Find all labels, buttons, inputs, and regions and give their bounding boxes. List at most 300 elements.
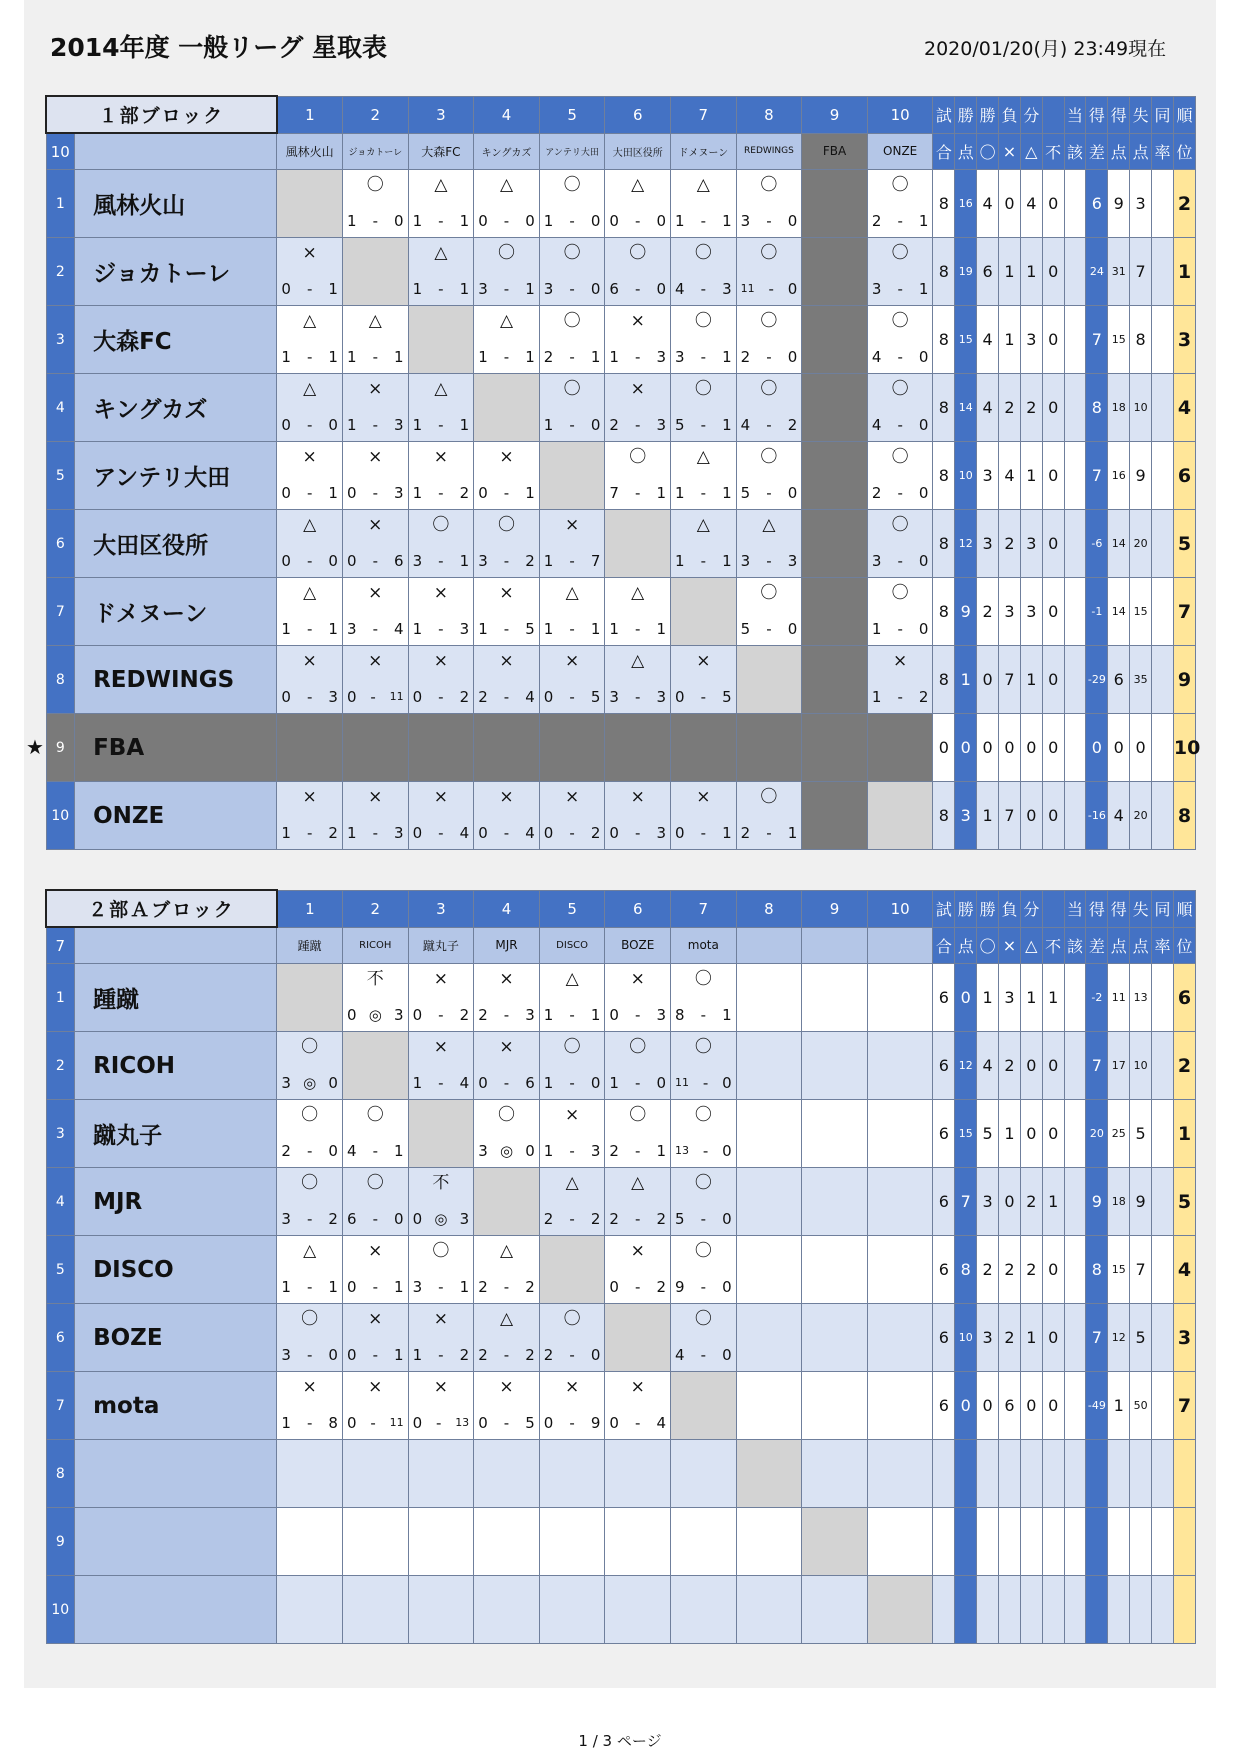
score-for: 0: [412, 1210, 423, 1228]
empty-match-cell: [605, 1508, 671, 1576]
team-stat: [1064, 1168, 1086, 1236]
score-for: 3: [281, 1346, 291, 1364]
stat-header-bottom: 位: [1173, 133, 1195, 170]
score-separator: -: [503, 824, 510, 842]
team-stat: 8: [933, 578, 955, 646]
match-result-cell: [671, 306, 737, 374]
match-result-cell: [408, 1032, 474, 1100]
match-score: [868, 620, 933, 638]
match-result-cell: [474, 964, 540, 1032]
stat-header-bottom: 差: [1086, 927, 1108, 964]
score-separator: -: [503, 688, 510, 706]
result-symbol: 〇: [563, 243, 581, 263]
team-stat: 9: [1086, 1168, 1108, 1236]
match-score: [671, 552, 736, 570]
result-symbol: △: [434, 243, 448, 263]
column-number: 8: [736, 890, 802, 927]
match-result-cell: [539, 374, 605, 442]
result-symbol: 不: [366, 969, 384, 989]
match-result-cell: [342, 306, 408, 374]
match-score: [671, 1346, 736, 1364]
score-for: 4: [871, 416, 882, 434]
match-result-cell: [277, 1168, 343, 1236]
self-match-cell: [408, 306, 474, 374]
score-against: 0: [656, 280, 667, 298]
opponent-short-name: 風林火山: [277, 133, 343, 170]
header-row-numbers: [46, 96, 1196, 133]
team-stat: 6: [933, 964, 955, 1032]
match-result-cell: [605, 1236, 671, 1304]
score-against: 4: [656, 1414, 667, 1432]
team-number: 9: [46, 1508, 75, 1576]
score-for: 1: [281, 620, 291, 638]
match-result-cell: [277, 1032, 343, 1100]
self-match-cell: [736, 1440, 802, 1508]
team-stat: [1152, 578, 1174, 646]
team-stat: 2: [999, 374, 1021, 442]
team-stat: [933, 1508, 955, 1576]
team-stat: [1064, 510, 1086, 578]
team-stat: 31: [1108, 238, 1130, 306]
team-row: [46, 170, 1196, 238]
team-stat: 20: [1086, 1100, 1108, 1168]
opponent-short-name: [736, 927, 802, 964]
match-result-cell: [605, 1168, 671, 1236]
match-score: [737, 280, 802, 298]
score-for: 3: [281, 1074, 291, 1092]
match-score: [540, 1006, 605, 1024]
team-stat: [1064, 170, 1086, 238]
team-stat: 2: [999, 1304, 1021, 1372]
result-symbol: 〇: [366, 175, 384, 195]
stat-header-bottom: 合: [933, 927, 955, 964]
result-symbol: △: [762, 515, 776, 535]
team-stat: [1152, 646, 1174, 714]
stat-header-bottom: 位: [1173, 927, 1195, 964]
result-symbol: △: [303, 379, 317, 399]
score-separator: -: [635, 212, 641, 230]
team-stat: 2: [999, 1032, 1021, 1100]
match-score: [343, 552, 408, 570]
score-separator: -: [700, 484, 707, 502]
score-against: 3: [394, 416, 404, 434]
match-score: [868, 348, 933, 366]
score-for: 1: [609, 348, 619, 366]
result-symbol: △: [499, 311, 514, 331]
result-symbol: △: [565, 969, 579, 989]
withdrawn-star-marker: ★: [26, 735, 44, 759]
score-for: 1: [281, 1278, 291, 1296]
match-score: [671, 212, 736, 230]
score-against: 0: [918, 416, 929, 434]
team-stat: [1152, 782, 1174, 850]
opponent-short-name: [802, 927, 868, 964]
score-against: 0: [722, 1346, 732, 1364]
score-separator: -: [700, 212, 707, 230]
match-result-cell: [277, 782, 343, 850]
result-symbol: △: [565, 1173, 579, 1193]
score-separator: -: [306, 348, 313, 366]
column-number: 2: [342, 890, 408, 927]
result-symbol: △: [303, 583, 317, 603]
team-stat: [977, 1440, 999, 1508]
team-stat: 15: [1108, 1236, 1130, 1304]
match-score: [474, 280, 539, 298]
team-number: 7: [46, 1372, 75, 1440]
self-match-cell: [342, 238, 408, 306]
stat-header-bottom: 率: [1152, 133, 1174, 170]
self-match-cell: [867, 1576, 933, 1644]
column-number: 6: [605, 96, 671, 133]
match-score: [540, 1346, 605, 1364]
score-against: 0: [328, 552, 338, 570]
match-result-cell: [671, 1032, 737, 1100]
match-result-cell: [539, 1100, 605, 1168]
team-stat: 25: [1108, 1100, 1130, 1168]
score-separator: -: [766, 484, 772, 502]
stat-header-top: 当: [1064, 890, 1086, 927]
team-rank: 1: [1173, 238, 1195, 306]
team-stat: 1: [1042, 964, 1064, 1032]
result-symbol: ×: [433, 651, 448, 671]
score-separator: -: [503, 1278, 510, 1296]
stat-header-top: 得: [1086, 890, 1108, 927]
team-stat: 8: [933, 510, 955, 578]
score-against: 2: [918, 688, 929, 706]
score-for: 0: [609, 824, 619, 842]
stat-header-top: 順: [1173, 890, 1195, 927]
match-score: [474, 688, 539, 706]
score-separator: -: [700, 1278, 707, 1296]
score-against: 1: [459, 552, 470, 570]
stat-header-top: 勝: [977, 890, 999, 927]
score-against: 3: [656, 1006, 667, 1024]
match-score: [277, 620, 342, 638]
match-score: [277, 484, 342, 502]
self-match-cell: [539, 442, 605, 510]
score-separator: -: [766, 824, 772, 842]
score-for: 3: [281, 1210, 291, 1228]
team-stat: 0: [1042, 170, 1064, 238]
match-score: [474, 1414, 539, 1432]
result-symbol: 〇: [891, 447, 909, 467]
score-for: 2: [478, 688, 488, 706]
team-stat: 5: [977, 1100, 999, 1168]
score-separator: ◎: [434, 1210, 448, 1228]
team-stat: 6: [1108, 646, 1130, 714]
team-stat: [1064, 1304, 1086, 1372]
result-symbol: △: [303, 515, 317, 535]
team-stat: 14: [1108, 510, 1130, 578]
score-separator: -: [503, 1006, 510, 1024]
score-for: 1: [412, 484, 423, 502]
team-name: BOZE: [75, 1304, 277, 1372]
result-symbol: 〇: [563, 175, 581, 195]
score-for: 0: [346, 688, 357, 706]
score-separator: -: [700, 1006, 707, 1024]
score-separator: -: [569, 1414, 575, 1432]
team-stat: 0: [1042, 374, 1064, 442]
column-number: 1: [277, 96, 343, 133]
match-result-cell: [605, 964, 671, 1032]
score-for: 0: [478, 1414, 488, 1432]
match-result-cell: [867, 306, 933, 374]
team-stat: [955, 1576, 977, 1644]
team-number: 4: [46, 1168, 75, 1236]
stat-header-bottom: △: [1020, 133, 1042, 170]
stat-header-bottom: 点: [955, 133, 977, 170]
score-against: 1: [722, 552, 732, 570]
score-for: 4: [871, 348, 882, 366]
score-against: 0: [722, 1074, 732, 1092]
team-stat: 9: [1130, 1168, 1152, 1236]
withdrawn-cell: [408, 714, 474, 782]
team-stat: 50: [1130, 1372, 1152, 1440]
withdrawn-cell: [802, 238, 868, 306]
score-against: 0: [328, 1142, 338, 1160]
result-symbol: ×: [433, 583, 448, 603]
match-score: [671, 688, 736, 706]
match-score: [671, 416, 736, 434]
score-separator: -: [635, 824, 641, 842]
match-score: [605, 1142, 670, 1160]
team-stat: 7: [1086, 442, 1108, 510]
match-result-cell: [539, 1372, 605, 1440]
match-score: [605, 1414, 670, 1432]
team-stat: 8: [1130, 306, 1152, 374]
team-stat: [1152, 306, 1174, 374]
column-number: 10: [867, 890, 933, 927]
stat-header-top: 勝: [955, 96, 977, 133]
score-against: 1: [459, 280, 470, 298]
result-symbol: ×: [433, 787, 448, 807]
score-against: 0: [328, 416, 338, 434]
team-stat: 0: [999, 170, 1021, 238]
team-stat: [1152, 374, 1174, 442]
result-symbol: ×: [564, 787, 580, 807]
score-separator: -: [768, 280, 774, 298]
team-stat: [1064, 1372, 1086, 1440]
score-separator: -: [372, 1210, 378, 1228]
team-stat: 8: [955, 1236, 977, 1304]
score-against: 6: [525, 1074, 535, 1092]
score-separator: -: [438, 484, 444, 502]
score-against: 0: [722, 1142, 732, 1160]
match-result-cell: [736, 510, 802, 578]
match-score: [868, 280, 933, 298]
team-number: 7: [46, 578, 75, 646]
result-symbol: 〇: [760, 447, 778, 467]
team-name: キングカズ: [75, 374, 277, 442]
result-symbol: ×: [433, 969, 448, 989]
score-for: 1: [543, 1142, 554, 1160]
league-grid: [45, 95, 1201, 850]
column-number: 9: [802, 890, 868, 927]
team-stat: 1: [955, 646, 977, 714]
result-symbol: ×: [499, 787, 514, 807]
result-symbol: 〇: [629, 243, 647, 263]
stat-header-bottom: 点: [1130, 133, 1152, 170]
match-score: [343, 1414, 408, 1432]
match-result-cell: [605, 306, 671, 374]
result-symbol: ×: [433, 1037, 448, 1057]
score-separator: -: [702, 1074, 709, 1092]
score-separator: -: [700, 416, 707, 434]
score-separator: -: [503, 1074, 510, 1092]
score-separator: -: [438, 620, 444, 638]
match-score: [868, 212, 933, 230]
score-separator: -: [635, 688, 641, 706]
team-number: 1: [46, 964, 75, 1032]
score-separator: -: [897, 416, 903, 434]
score-separator: -: [635, 1278, 641, 1296]
score-against: 1: [525, 348, 535, 366]
team-stat: 14: [1108, 578, 1130, 646]
stat-header-top: 分: [1020, 890, 1042, 927]
match-score: [737, 484, 802, 502]
team-stat: 6: [933, 1304, 955, 1372]
result-symbol: ×: [302, 243, 317, 263]
score-against: 3: [394, 824, 404, 842]
team-stat: 1: [1020, 646, 1042, 714]
score-against: 3: [656, 688, 667, 706]
self-match-cell: [277, 170, 343, 238]
team-stat: 3: [977, 1168, 999, 1236]
self-match-cell: [474, 1168, 540, 1236]
score-separator: -: [503, 348, 510, 366]
score-separator: -: [569, 688, 575, 706]
match-score: [671, 1278, 736, 1296]
opponent-short-name: 大田区役所: [605, 133, 671, 170]
match-result-cell: [342, 1236, 408, 1304]
result-symbol: △: [631, 651, 645, 671]
match-result-cell: [736, 170, 802, 238]
column-number: 5: [539, 890, 605, 927]
score-against: 1: [722, 348, 732, 366]
score-separator: -: [700, 348, 707, 366]
match-score: [540, 1142, 605, 1160]
score-for: 1: [871, 688, 882, 706]
score-for: 0: [346, 1006, 357, 1024]
result-symbol: ×: [499, 1377, 514, 1397]
result-symbol: ×: [499, 447, 514, 467]
match-result-cell: [408, 964, 474, 1032]
team-stat: [1152, 1032, 1174, 1100]
team-row: [46, 1168, 1196, 1236]
result-symbol: ×: [368, 447, 383, 467]
team-stat: 0: [1042, 1100, 1064, 1168]
score-for: 1: [609, 1074, 619, 1092]
team-stat: [933, 1576, 955, 1644]
withdrawn-cell: [802, 306, 868, 374]
stat-header-top: 負: [999, 890, 1021, 927]
team-stat: 0: [955, 1372, 977, 1440]
score-separator: -: [635, 1006, 641, 1024]
team-rank: [1173, 1508, 1195, 1576]
empty-match-cell: [474, 1576, 540, 1644]
match-score: [671, 1074, 736, 1092]
stat-header-top: 同: [1152, 890, 1174, 927]
match-result-cell: [277, 306, 343, 374]
team-number: 5: [46, 442, 75, 510]
score-against: 0: [787, 280, 798, 298]
score-against: 0: [394, 212, 404, 230]
score-against: 2: [459, 484, 470, 502]
empty-match-cell: [802, 1032, 868, 1100]
result-symbol: ×: [630, 1377, 645, 1397]
team-stat: 0: [933, 714, 955, 782]
match-result-cell: [736, 374, 802, 442]
team-name: RICOH: [75, 1032, 277, 1100]
score-separator: -: [635, 348, 641, 366]
score-for: 1: [871, 620, 882, 638]
score-against: 0: [918, 620, 929, 638]
score-against: 1: [590, 620, 601, 638]
result-symbol: ×: [368, 379, 383, 399]
score-against: 0: [525, 1142, 535, 1160]
score-against: 0: [328, 1074, 338, 1092]
team-row: [46, 1100, 1196, 1168]
score-separator: -: [897, 688, 903, 706]
team-stat: 35: [1130, 646, 1152, 714]
team-stat: 0: [977, 714, 999, 782]
score-for: 0: [281, 484, 291, 502]
match-result-cell: [474, 578, 540, 646]
team-stat: 0: [1020, 782, 1042, 850]
score-for: 2: [740, 348, 751, 366]
match-score: [409, 688, 474, 706]
team-stat: 6: [977, 238, 999, 306]
score-separator: -: [897, 552, 903, 570]
result-symbol: △: [303, 1241, 317, 1261]
match-score: [343, 620, 408, 638]
stat-header-top: 試: [933, 96, 955, 133]
column-number: 10: [867, 96, 933, 133]
empty-match-cell: [736, 1304, 802, 1372]
score-for: 9: [675, 1278, 685, 1296]
match-score: [540, 688, 605, 706]
match-score: [474, 1006, 539, 1024]
opponent-short-name: FBA: [802, 133, 868, 170]
score-against: 4: [525, 688, 535, 706]
match-result-cell: [671, 374, 737, 442]
team-stat: 6: [933, 1236, 955, 1304]
stat-header-top: 同: [1152, 96, 1174, 133]
team-row: [46, 306, 1196, 374]
score-against: 0: [722, 1210, 732, 1228]
team-stat: [1152, 1236, 1174, 1304]
opponent-short-name: 大森FC: [408, 133, 474, 170]
score-separator: -: [897, 212, 903, 230]
page-number: 1 / 3 ページ: [578, 1732, 662, 1750]
match-score: [605, 824, 670, 842]
block-name: １部ブロック: [46, 96, 277, 133]
match-result-cell: [277, 510, 343, 578]
score-for: 4: [740, 416, 751, 434]
team-stat: 5: [1130, 1100, 1152, 1168]
stat-header-bottom: 合: [933, 133, 955, 170]
match-score: [409, 1074, 474, 1092]
score-for: 4: [346, 1142, 357, 1160]
stat-header-bottom: 点: [1108, 927, 1130, 964]
score-separator: -: [306, 552, 313, 570]
score-for: 0: [412, 824, 423, 842]
column-number: 9: [802, 96, 868, 133]
match-result-cell: [474, 442, 540, 510]
match-result-cell: [474, 306, 540, 374]
score-for: 2: [543, 1210, 554, 1228]
stat-header-top: 負: [999, 96, 1021, 133]
